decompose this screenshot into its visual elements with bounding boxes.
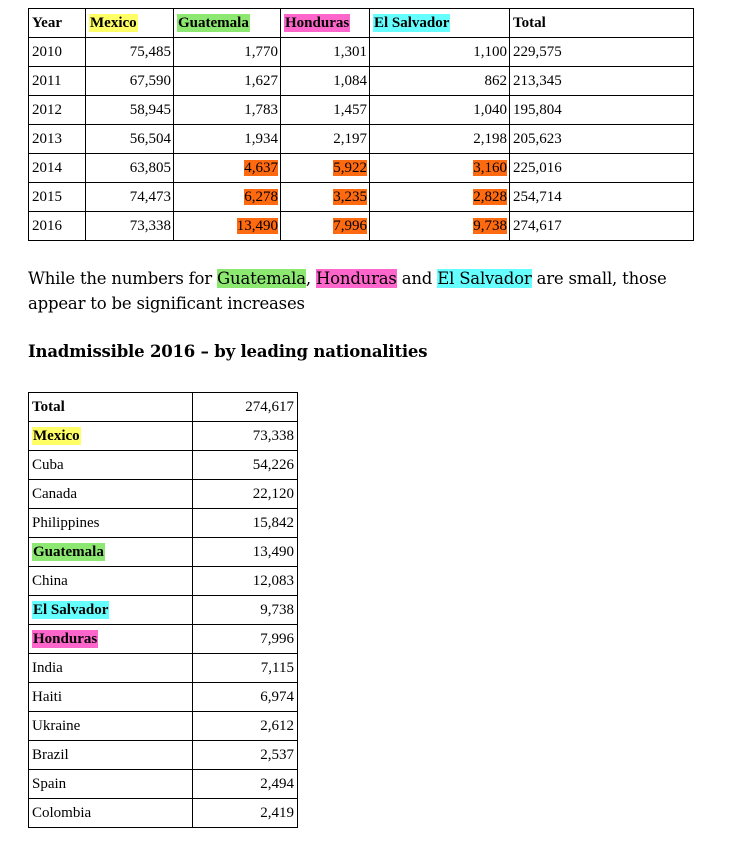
value-cell: 2,419 (193, 799, 298, 828)
el-salvador-highlight: El Salvador (437, 269, 532, 288)
value-cell: 6,974 (193, 683, 298, 712)
el-salvador-cell (370, 212, 510, 241)
table-header-row (29, 9, 694, 38)
country-cell (29, 538, 193, 567)
value-cell: 274,617 (193, 393, 298, 422)
country-cell: China (29, 567, 193, 596)
guatemala-cell: 1,783 (174, 96, 281, 125)
country-cell: Brazil (29, 741, 193, 770)
mexico-cell: 73,338 (86, 212, 174, 241)
honduras-cell: 1,301 (281, 38, 370, 67)
honduras-cell (281, 183, 370, 212)
table-row (29, 625, 298, 654)
country-highlight: Guatemala (33, 543, 104, 560)
el-salvador-cell: 862 (370, 67, 510, 96)
value-cell: 54,226 (193, 451, 298, 480)
paragraph-text: , (305, 269, 316, 288)
table-row (29, 212, 694, 241)
paragraph-text: While the numbers for (28, 269, 218, 288)
total-cell: 205,623 (510, 125, 694, 154)
header-year: Year (29, 9, 86, 38)
country-cell: Colombia (29, 799, 193, 828)
mexico-highlight: Mexico (90, 14, 137, 31)
guatemala-highlight: Guatemala (217, 269, 306, 288)
table-row (29, 422, 298, 451)
increase-highlight: 3,235 (333, 188, 367, 205)
mexico-cell: 63,805 (86, 154, 174, 183)
commentary-paragraph (28, 266, 718, 316)
table-row (29, 509, 298, 538)
mexico-cell: 56,504 (86, 125, 174, 154)
table-row (29, 125, 694, 154)
value-cell: 73,338 (193, 422, 298, 451)
table-body (29, 393, 298, 828)
guatemala-cell (174, 183, 281, 212)
country-cell: Philippines (29, 509, 193, 538)
honduras-cell: 1,457 (281, 96, 370, 125)
header-honduras (281, 9, 370, 38)
table-row (29, 183, 694, 212)
table-row (29, 654, 298, 683)
country-cell: Spain (29, 770, 193, 799)
honduras-cell (281, 154, 370, 183)
guatemala-cell: 1,627 (174, 67, 281, 96)
country-cell: India (29, 654, 193, 683)
increase-highlight: 7,996 (333, 217, 367, 234)
country-highlight: El Salvador (33, 601, 109, 618)
table-row (29, 38, 694, 67)
increase-highlight: 2,828 (473, 188, 507, 205)
mexico-cell: 74,473 (86, 183, 174, 212)
country-cell: Total (29, 393, 193, 422)
honduras-highlight: Honduras (285, 14, 350, 31)
table-row (29, 538, 298, 567)
total-cell: 225,016 (510, 154, 694, 183)
guatemala-highlight: Guatemala (178, 14, 249, 31)
value-cell: 15,842 (193, 509, 298, 538)
table-row (29, 770, 298, 799)
mexico-cell: 58,945 (86, 96, 174, 125)
country-cell: Ukraine (29, 712, 193, 741)
total-cell: 213,345 (510, 67, 694, 96)
header-total: Total (510, 9, 694, 38)
year-cell: 2013 (29, 125, 86, 154)
table-body (29, 38, 694, 241)
el-salvador-cell (370, 183, 510, 212)
total-cell: 229,575 (510, 38, 694, 67)
table-row (29, 596, 298, 625)
value-cell: 7,996 (193, 625, 298, 654)
guatemala-cell: 1,934 (174, 125, 281, 154)
total-cell: 195,804 (510, 96, 694, 125)
total-cell: 254,714 (510, 183, 694, 212)
mexico-cell: 75,485 (86, 38, 174, 67)
section-heading: Inadmissible 2016 – by leading nationalities (28, 342, 428, 361)
table-row (29, 393, 298, 422)
el-salvador-cell: 2,198 (370, 125, 510, 154)
table-row (29, 67, 694, 96)
country-cell (29, 422, 193, 451)
table-row (29, 451, 298, 480)
el-salvador-highlight: El Salvador (374, 14, 450, 31)
value-cell: 2,612 (193, 712, 298, 741)
table-row (29, 741, 298, 770)
honduras-cell: 2,197 (281, 125, 370, 154)
table-row (29, 683, 298, 712)
honduras-highlight: Honduras (315, 269, 397, 288)
country-highlight: Mexico (33, 427, 80, 444)
total-cell: 274,617 (510, 212, 694, 241)
inadmissibles-by-year-table (28, 8, 694, 241)
header-el-salvador (370, 9, 510, 38)
country-cell (29, 625, 193, 654)
year-cell: 2016 (29, 212, 86, 241)
value-cell: 9,738 (193, 596, 298, 625)
el-salvador-cell: 1,040 (370, 96, 510, 125)
paragraph-text: are small, those appear to be significant increases (28, 269, 667, 313)
year-cell: 2015 (29, 183, 86, 212)
value-cell: 12,083 (193, 567, 298, 596)
country-cell (29, 596, 193, 625)
value-cell: 22,120 (193, 480, 298, 509)
value-cell: 7,115 (193, 654, 298, 683)
country-cell: Haiti (29, 683, 193, 712)
country-highlight: Honduras (33, 630, 98, 647)
nationalities-table (28, 392, 298, 828)
year-cell: 2010 (29, 38, 86, 67)
guatemala-cell (174, 212, 281, 241)
table-row (29, 480, 298, 509)
year-cell: 2014 (29, 154, 86, 183)
guatemala-cell: 1,770 (174, 38, 281, 67)
year-cell: 2011 (29, 67, 86, 96)
el-salvador-cell (370, 154, 510, 183)
table-row (29, 712, 298, 741)
increase-highlight: 5,922 (333, 159, 367, 176)
table-row (29, 96, 694, 125)
increase-highlight: 13,490 (236, 217, 278, 234)
guatemala-cell (174, 154, 281, 183)
honduras-cell: 1,084 (281, 67, 370, 96)
country-cell: Canada (29, 480, 193, 509)
value-cell: 2,494 (193, 770, 298, 799)
value-cell: 2,537 (193, 741, 298, 770)
year-cell: 2012 (29, 96, 86, 125)
table-row (29, 567, 298, 596)
mexico-cell: 67,590 (86, 67, 174, 96)
increase-highlight: 9,738 (473, 217, 507, 234)
increase-highlight: 4,637 (244, 159, 278, 176)
honduras-cell (281, 212, 370, 241)
header-mexico (86, 9, 174, 38)
value-cell: 13,490 (193, 538, 298, 567)
increase-highlight: 6,278 (244, 188, 278, 205)
table-row (29, 799, 298, 828)
increase-highlight: 3,160 (473, 159, 507, 176)
paragraph-text: and (396, 269, 438, 288)
header-guatemala (174, 9, 281, 38)
table-row (29, 154, 694, 183)
el-salvador-cell: 1,100 (370, 38, 510, 67)
country-cell: Cuba (29, 451, 193, 480)
